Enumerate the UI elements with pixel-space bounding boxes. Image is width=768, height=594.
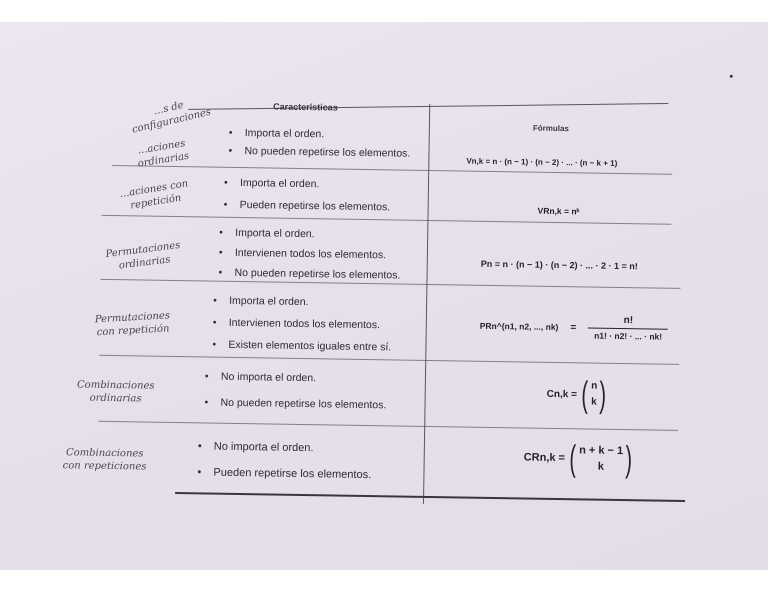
row-divider-2 [101, 215, 671, 225]
row6-right-paren: ) [625, 438, 633, 480]
row6-feature-1: • No importa el orden. [197, 440, 314, 455]
row6-formula-lhs: CRn,k = [523, 451, 566, 465]
row5-left-paren: ( [581, 373, 589, 415]
row3-formula: Pn = n · (n − 1) · (n − 2) · ... · 2 · 1 = n! [480, 258, 638, 272]
row5-binom-bottom: k [591, 396, 597, 408]
header-type: …s de configuraciones [131, 99, 213, 136]
row6-binom-bottom: k [597, 460, 605, 473]
row5-type: Combinaciones ordinarias [76, 379, 155, 405]
row2-feature-1: • Importa el orden. [223, 176, 320, 191]
row2-feature-2: • Pueden repetirse los elementos. [223, 198, 391, 214]
row5-feature-1: • No importa el orden. [204, 370, 317, 385]
paper-speck [730, 75, 733, 78]
combinatorics-table [0, 22, 768, 570]
row1-feature-2: • No pueden repetirse los elementos. [228, 144, 411, 160]
row3-feature-2: • Intervienen todos los elementos. [218, 246, 387, 262]
row4-type: Permutaciones con repetición [94, 310, 171, 339]
paper-sheet [0, 22, 768, 570]
row5-formula [546, 373, 609, 415]
row6-binom-top: n + k − 1 [579, 444, 624, 458]
row3-feature-1: • Importa el orden. [219, 226, 315, 241]
row4-feature-3: • Existen elementos iguales entre sí. [212, 338, 392, 354]
row5-binomial [579, 373, 610, 415]
row3-type: Permutaciones ordinarias [105, 239, 182, 272]
row2-formula: VRn,k = nᵏ [537, 205, 580, 217]
column-divider [423, 104, 430, 504]
row1-feature-1: • Importa el orden. [228, 126, 325, 141]
row6-formula [523, 437, 635, 480]
row4-denominator: n1! · n2! · ... · nk! [588, 327, 668, 341]
row4-equals: = [570, 321, 577, 333]
header-formulas: Fórmulas [532, 123, 569, 134]
row-divider-5 [98, 421, 678, 431]
row5-binom-top: n [591, 380, 598, 392]
row6-type: Combinaciones con repeticiones [62, 447, 147, 473]
row4-numerator: n! [623, 315, 634, 327]
header-characteristics: Características [273, 101, 338, 113]
row1-type: …aciones ordinarias [136, 138, 190, 170]
row3-feature-3: • No pueden repetirse los elementos. [218, 266, 401, 282]
row6-feature-2: • Pueden repetirse los elementos. [197, 466, 372, 482]
row2-type: …aciones con repetición [118, 178, 189, 212]
row4-formula [480, 313, 669, 342]
row4-formula-lhs: PRn^(n1, n2, ..., nk) [479, 320, 559, 333]
row6-left-paren: ( [569, 437, 577, 479]
row4-fraction [588, 314, 668, 341]
row5-formula-lhs: Cn,k = [546, 388, 578, 400]
row4-feature-1: • Importa el orden. [213, 294, 309, 309]
row4-feature-2: • Intervienen todos los elementos. [212, 316, 381, 332]
table-bottom-border [175, 492, 685, 502]
row5-feature-2: • No pueden repetirse los elementos. [204, 396, 387, 412]
row1-formula: Vn,k = n · (n − 1) · (n − 2) · ... · (n − k + 1) [466, 156, 618, 168]
row6-binomial [567, 437, 636, 480]
row5-right-paren: ) [599, 373, 607, 415]
row-divider-4 [99, 355, 679, 365]
